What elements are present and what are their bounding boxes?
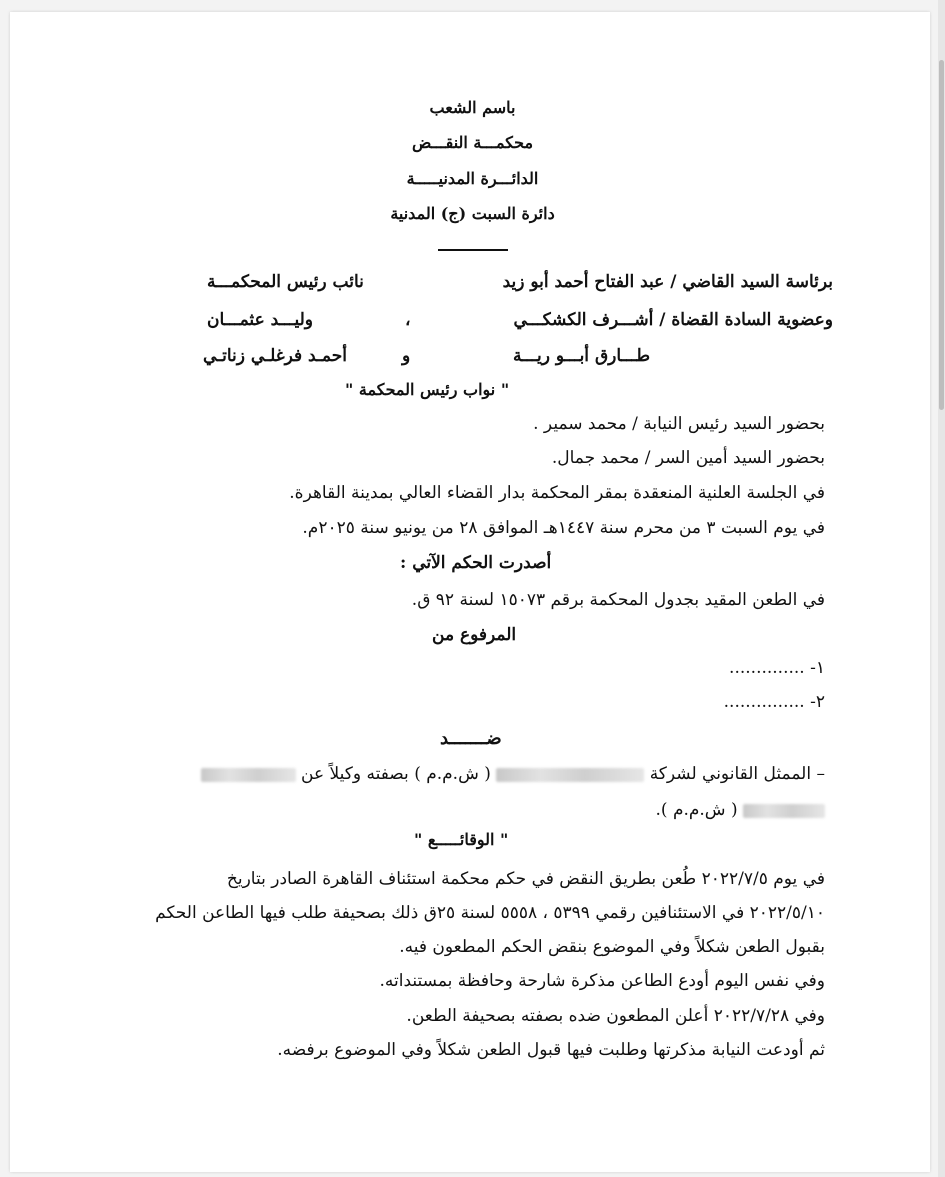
panel-comma: ، <box>405 310 411 330</box>
session-date: في يوم السبت ٣ من محرم سنة ١٤٤٧هـ الموافق ٢٨ من يونيو سنة ٢٠٢٥م. <box>302 518 825 538</box>
facts-paragraph-1-line-1: في يوم ٢٠٢٢/٧/٥ طُعن بطريق النقض في حكم محكمة استئناف القاهرة الصادر بتاريخ <box>226 869 825 889</box>
appellants-heading: المرفوع من <box>432 625 517 645</box>
panel-member-3: طـــارق أبـــو ريـــة <box>512 346 650 366</box>
panel-president-title: نائب رئيس المحكمـــة <box>207 272 364 292</box>
header-court-name: محكمـــة النقـــض <box>411 133 534 152</box>
redacted-principal-name-cont <box>743 804 825 818</box>
facts-paragraph-3: وفي ٢٠٢٢/٧/٢٨ أعلن المطعون ضده بصفته بصحيفة الطعن. <box>406 1006 825 1026</box>
panel-president: برئاسة السيد القاضي / عبد الفتاح أحمد أبو زيد <box>502 272 833 292</box>
respondent-line-1 <box>201 766 825 783</box>
facts-heading: " الوقائـــــع " <box>414 830 509 849</box>
ruling-heading: أصدرت الحكم الآتي : <box>400 553 552 573</box>
appeal-reference: في الطعن المقيد بجدول المحكمة برقم ١٥٠٧٣ لسنة ٩٢ ق. <box>411 590 825 610</box>
facts-paragraph-4: ثم أودعت النيابة مذكرتها وطلبت فيها قبول الطعن شكلاً وفي الموضوع برفضه. <box>277 1040 825 1060</box>
respondent-company-suffix: ( ش.م.م ) بصفته وكيلاً عن <box>301 764 491 784</box>
appellant-1: ١- .............. <box>729 658 825 678</box>
session-venue: في الجلسة العلنية المنعقدة بمقر المحكمة بدار القضاء العالي بمدينة القاهرة. <box>289 483 825 503</box>
header-saturday-circuit: دائرة السبت (ج) المدنية <box>390 204 555 223</box>
appellant-2: ٢- ............... <box>723 692 825 712</box>
session-secretary: بحضور السيد أمين السر / محمد جمال. <box>551 448 825 468</box>
redacted-company-name <box>496 768 644 782</box>
respondent-company-prefix: – الممثل القانوني لشركة <box>649 764 825 784</box>
panel-member-2: وليـــد عثمـــان <box>207 310 314 330</box>
facts-paragraph-2: وفي نفس اليوم أودع الطاعن مذكرة شارحة وحافظة بمستنداته. <box>379 971 825 991</box>
facts-paragraph-1-line-3: بقبول الطعن شكلاً وفي الموضوع بنقض الحكم المطعون فيه. <box>399 937 825 957</box>
panel-members: وعضوية السادة القضاة / أشـــرف الكشكـــي <box>513 310 833 330</box>
redacted-principal-name <box>201 768 296 782</box>
respondent-line-2 <box>656 802 826 819</box>
facts-paragraph-1-line-2: ٢٠٢٢/٥/١٠ في الاستئنافين رقمي ٥٣٩٩ ، ٥٥٥٨ لسنة ٢٥ق ذلك بصحيفة طلب فيها الطاعن الحكم <box>155 903 825 923</box>
respondent-entity-type: ( ش.م.م ). <box>655 800 738 820</box>
panel-deputies-note: " نواب رئيس المحكمة " <box>345 380 510 399</box>
header-divider <box>438 249 508 251</box>
panel-member-4: أحمـد فرغلـي زناتـي <box>203 346 347 366</box>
header-line-people: باسم الشعب <box>429 98 516 117</box>
header-circuit: الدائـــرة المدنيـــــة <box>406 169 539 188</box>
against-heading: ضـــــــد <box>440 728 502 749</box>
session-prosecutor: بحضور السيد رئيس النيابة / محمد سمير . <box>533 414 825 434</box>
panel-and: و <box>402 346 411 366</box>
